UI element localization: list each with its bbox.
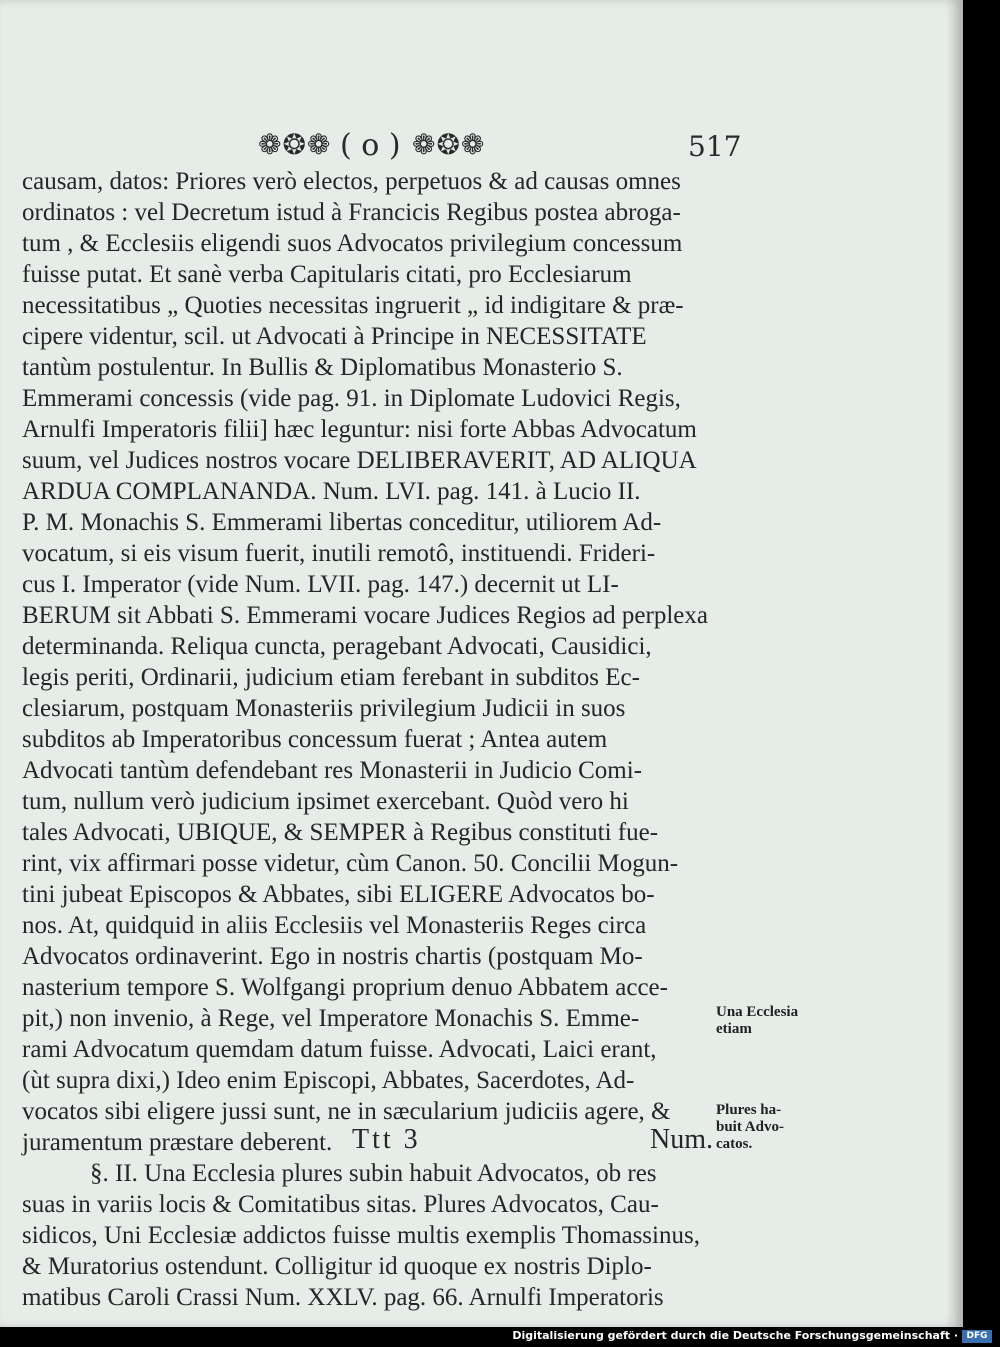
running-header bbox=[0, 128, 963, 168]
dfg-logo[interactable]: DFG bbox=[962, 1330, 992, 1343]
text-line: tales Advocati, UBIQUE, & SEMPER à Regibus constituti fue- bbox=[22, 819, 659, 846]
catchword: Num. bbox=[650, 1124, 713, 1155]
text-line: rami Advocatum quemdam datum fuisse. Advocati, Laici erant, bbox=[22, 1036, 657, 1063]
text-line: cus I. Imperator (vide Num. LVII. pag. 147.) decernit ut LI- bbox=[22, 571, 619, 598]
text-line: nasterium tempore S. Wolfgangi proprium denuo Abbatem acce- bbox=[22, 974, 668, 1001]
signature-mark: Ttt 3 bbox=[352, 1124, 421, 1155]
marginal-note-line: Plures ha- bbox=[716, 1102, 782, 1118]
marginal-note-line: catos. bbox=[716, 1136, 753, 1152]
page-number: 517 bbox=[688, 130, 742, 163]
text-line: §. II. Una Ecclesia plures subin habuit Advocatos, ob res bbox=[90, 1160, 657, 1187]
footer-bar bbox=[0, 1327, 1000, 1347]
text-line: Arnulfi Imperatoris filii] hæc leguntur: nisi forte Abbas Advocatum bbox=[22, 416, 697, 443]
marginal-note-line: etiam bbox=[716, 1021, 752, 1037]
text-line: juramentum præstare deberent. bbox=[22, 1129, 333, 1156]
text-line: necessitatibus „ Quoties necessitas ingruerit „ id indigitare & præ- bbox=[22, 292, 684, 319]
text-line: tum , & Ecclesiis eligendi suos Advocatos privilegium concessum bbox=[22, 230, 683, 257]
header-center: ( o ) bbox=[340, 128, 401, 163]
text-line: tantùm postulentur. In Bullis & Diplomatibus Monasterio S. bbox=[22, 354, 623, 381]
text-line: subditos ab Imperatoribus concessum fuerat ; Antea autem bbox=[22, 726, 608, 753]
text-line: ARDUA COMPLANANDA. Num. LVI. pag. 141. à Lucio II. bbox=[22, 478, 641, 505]
text-line: suum, vel Judices nostros vocare DELIBERAVERIT, AD ALIQUA bbox=[22, 447, 697, 474]
text-line: fuisse putat. Et sanè verba Capitularis citati, pro Ecclesiarum bbox=[22, 261, 632, 288]
funding-notice: Digitalisierung gefördert durch die Deutsche Forschungsgemeinschaft · bbox=[512, 1329, 958, 1342]
text-line: cipere videntur, scil. ut Advocati à Principe in NECESSITATE bbox=[22, 323, 647, 350]
text-line: determinanda. Reliqua cuncta, peragebant Advocati, Causidici, bbox=[22, 633, 652, 660]
text-line: Advocatos ordinaverint. Ego in nostris chartis (postquam Mo- bbox=[22, 943, 643, 970]
marginal-note-line: Una Ecclesia bbox=[716, 1004, 799, 1020]
text-line: clesiarum, postquam Monasteriis privilegium Judicii in suos bbox=[22, 695, 626, 722]
text-line: & Muratorius ostendunt. Colligitur id quoque ex nostris Diplo- bbox=[22, 1253, 652, 1280]
text-line: legis periti, Ordinarii, judicium etiam ferebant in subditos Ec- bbox=[22, 664, 640, 691]
text-line: suas in variis locis & Comitatibus sitas. Plures Advocatos, Cau- bbox=[22, 1191, 659, 1218]
text-line: vocatum, si eis visum fuerit, inutili remotô, instituendi. Frideri- bbox=[22, 540, 656, 567]
text-line: Advocati tantùm defendebant res Monasterii in Judicio Comi- bbox=[22, 757, 642, 784]
text-line: matibus Caroli Crassi Num. XXLV. pag. 66. Arnulfi Imperatoris bbox=[22, 1284, 664, 1311]
text-line: (ùt supra dixi,) Ideo enim Episcopi, Abbates, Sacerdotes, Ad- bbox=[22, 1067, 635, 1094]
text-line: sidicos, Uni Ecclesiæ addictos fuisse multis exemplis Thomassinus, bbox=[22, 1222, 700, 1249]
text-line: vocatos sibi eligere jussi sunt, ne in sæcularium judiciis agere, & bbox=[22, 1098, 671, 1125]
marginal-note-line: buit Advo- bbox=[716, 1119, 784, 1135]
marginal-note-2 bbox=[716, 1102, 784, 1153]
marginal-note-1 bbox=[716, 1004, 798, 1038]
text-line: BERUM sit Abbati S. Emmerami vocare Judices Regios ad perplexa bbox=[22, 602, 708, 629]
text-line: causam, datos: Priores verò electos, perpetuos & ad causas omnes bbox=[22, 168, 681, 195]
text-line: pit,) non invenio, à Rege, vel Imperatore Monachis S. Emme- bbox=[22, 1005, 640, 1032]
text-line: Emmerami concessis (vide pag. 91. in Diplomate Ludovici Regis, bbox=[22, 385, 681, 412]
ornament-right: ❁❂❁ bbox=[412, 128, 486, 161]
text-line: ordinatos : vel Decretum istud à Francicis Regibus postea abroga- bbox=[22, 199, 681, 226]
text-line: tum, nullum verò judicium ipsimet exercebant. Quòd vero hi bbox=[22, 788, 629, 815]
text-line: tini jubeat Episcopos & Abbates, sibi ELIGERE Advocatos bo- bbox=[22, 881, 655, 908]
text-line: P. M. Monachis S. Emmerami libertas conceditur, utiliorem Ad- bbox=[22, 509, 662, 536]
ornament-left: ❁❂❁ bbox=[258, 128, 332, 161]
text-line: rint, vix affirmari posse videtur, cùm Canon. 50. Concilii Mogun- bbox=[22, 850, 679, 877]
text-line: nos. At, quidquid in aliis Ecclesiis vel Monasteriis Reges circa bbox=[22, 912, 647, 939]
